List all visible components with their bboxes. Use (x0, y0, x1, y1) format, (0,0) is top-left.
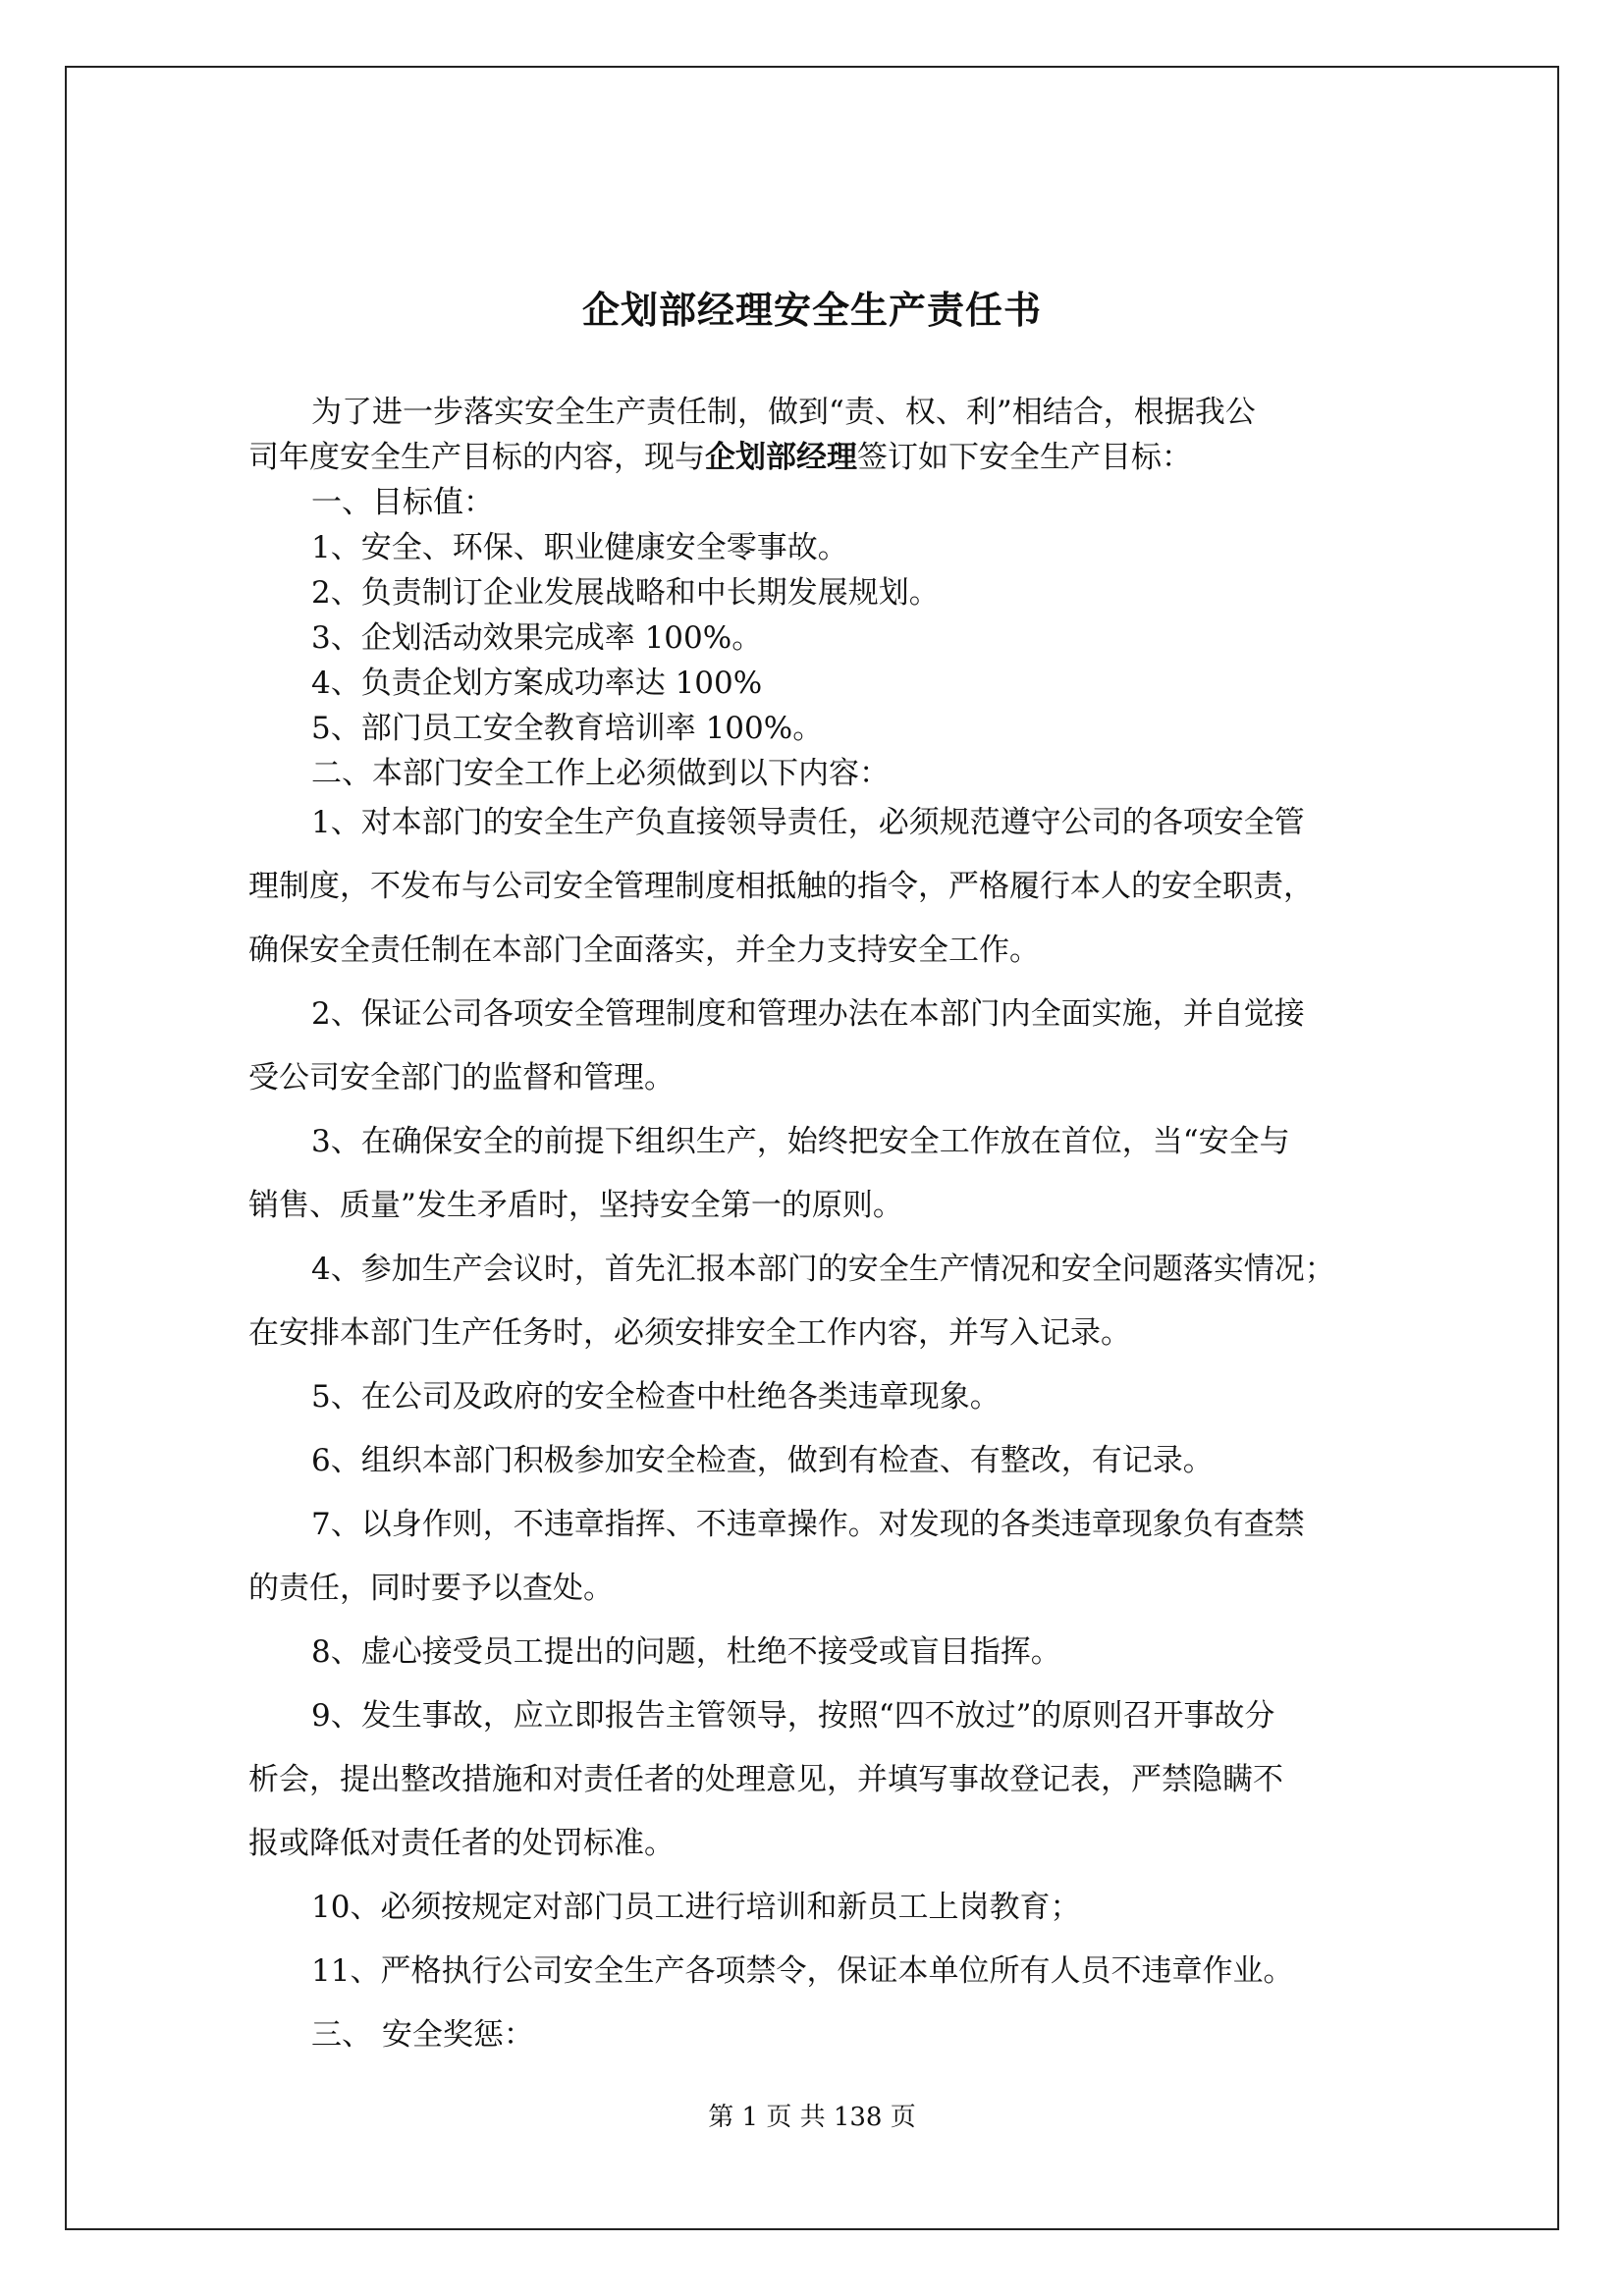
duty-item-9-line-1: 9、发生事故，应立即报告主管领导，按照“四不放过”的原则召开事故分 (311, 1698, 1275, 1734)
duty-item-1-line-3: 确保安全责任制在本部门全面落实，并全力支持安全工作。 (248, 933, 1040, 968)
duty-item-7-line-2: 的责任，同时要予以查处。 (248, 1571, 614, 1606)
party-name: 企划部经理 (705, 440, 857, 475)
document-title: 企划部经理安全生产责任书 (581, 288, 1042, 332)
target-item: 1、安全、环保、职业健康安全零事故。 (311, 530, 848, 565)
target-item: 5、部门员工安全教育培训率 100%。 (311, 711, 824, 746)
duty-item-11: 11、严格执行公司安全生产各项禁令，保证本单位所有人员不违章作业。 (311, 1953, 1294, 1989)
section2-heading: 二、本部门安全工作上必须做到以下内容： (311, 756, 890, 791)
target-item: 4、负责企划方案成功率达 100% (311, 666, 763, 701)
duty-item-3-line-2: 销售、质量”发生矛盾时，坚持安全第一的原则。 (248, 1188, 903, 1223)
page-footer: 第 1 页 共 138 页 (708, 2103, 916, 2132)
duty-item-9-line-3: 报或降低对责任者的处罚标准。 (248, 1826, 675, 1861)
duty-item-1-line-1: 1、对本部门的安全生产负直接领导责任，必须规范遵守公司的各项安全管 (311, 805, 1305, 840)
duty-item-10: 10、必须按规定对部门员工进行培训和新员工上岗教育； (311, 1890, 1081, 1925)
duty-item-4-line-1: 4、参加生产会议时，首先汇报本部门的安全生产情况和安全问题落实情况； (311, 1252, 1335, 1287)
duty-item-8: 8、虚心接受员工提出的问题，杜绝不接受或盲目指挥。 (311, 1634, 1061, 1670)
duty-item-7-line-1: 7、以身作则，不违章指挥、不违章操作。对发现的各类违章现象负有查禁 (311, 1507, 1305, 1542)
intro-line-2: 司年度安全生产目标的内容，现与企划部经理签订如下安全生产目标： (248, 440, 1192, 475)
target-item: 3、企划活动效果完成率 100%。 (311, 620, 763, 656)
duty-item-2-line-1: 2、保证公司各项安全管理制度和管理办法在本部门内全面实施，并自觉接 (311, 996, 1305, 1032)
duty-item-5: 5、在公司及政府的安全检查中杜绝各类违章现象。 (311, 1379, 1001, 1415)
duty-item-3-line-1: 3、在确保安全的前提下组织生产，始终把安全工作放在首位，当“安全与 (311, 1124, 1290, 1159)
section1-heading: 一、目标值： (311, 485, 494, 520)
duty-item-4-line-2: 在安排本部门生产任务时，必须安排安全工作内容，并写入记录。 (248, 1315, 1131, 1351)
intro-line-1: 为了进一步落实安全生产责任制，做到“责、权、利”相结合，根据我公 (311, 395, 1256, 430)
section3-heading: 三、 安全奖惩： (311, 2017, 534, 2053)
duty-item-1-line-2: 理制度，不发布与公司安全管理制度相抵触的指令，严格履行本人的安全职责， (248, 869, 1314, 904)
duty-item-6: 6、组织本部门积极参加安全检查，做到有检查、有整改，有记录。 (311, 1443, 1214, 1478)
duty-item-9-line-2: 析会，提出整改措施和对责任者的处理意见，并填写事故登记表，严禁隐瞒不 (248, 1762, 1283, 1797)
target-item: 2、负责制订企业发展战略和中长期发展规划。 (311, 575, 940, 611)
duty-item-2-line-2: 受公司安全部门的监督和管理。 (248, 1060, 675, 1095)
